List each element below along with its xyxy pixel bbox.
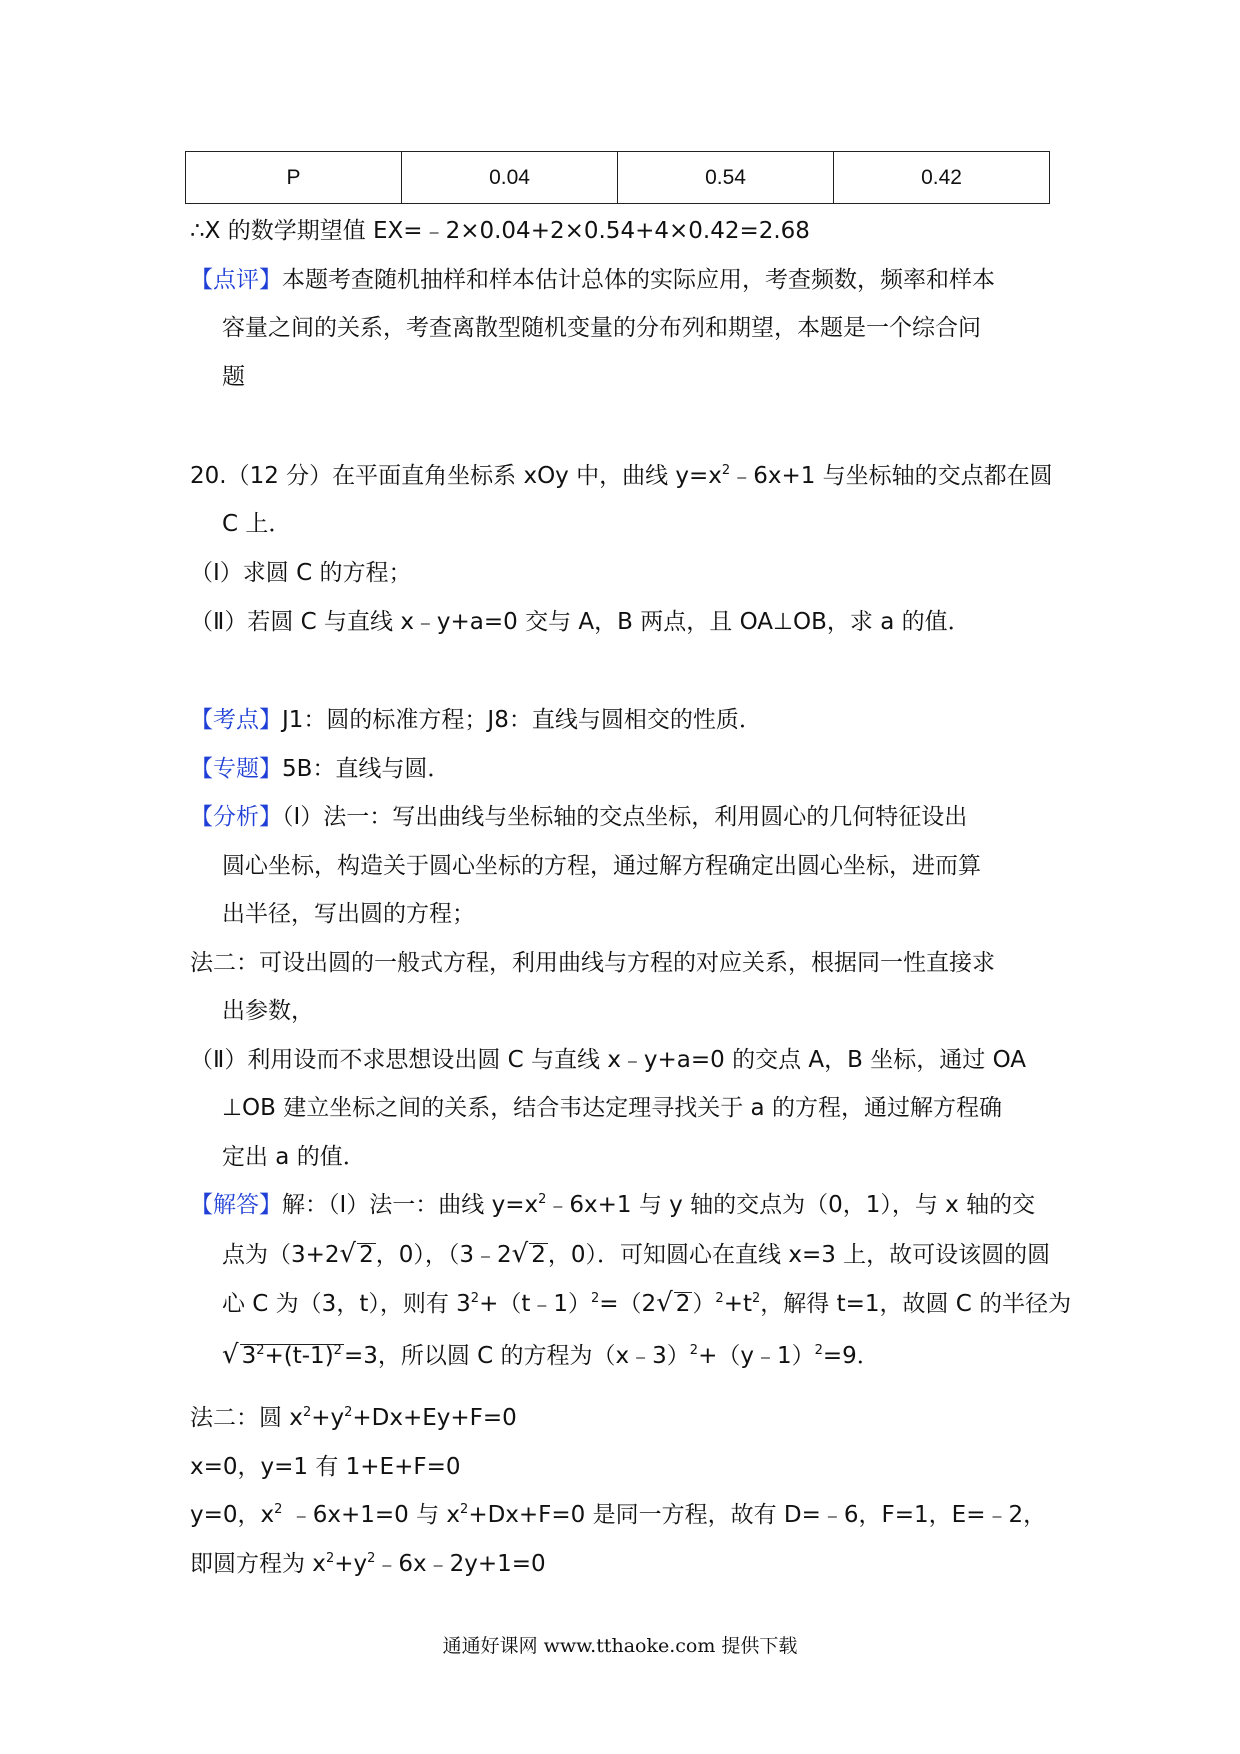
jieda-text: +Dx+F=0 是同一方程，故有 D=﹣6，F=1，E=﹣2，: [468, 1502, 1047, 1528]
jieda-text: 解：（Ⅰ）法一：曲线 y=x: [282, 1192, 539, 1218]
probability-table: [185, 151, 1050, 204]
problem-part-1: （Ⅰ）求圆 C 的方程；: [190, 560, 412, 586]
comment-line-1: [190, 265, 995, 295]
table-cell: 0.04: [402, 152, 618, 204]
expectation-line: ∴X 的数学期望值 EX=﹣2×0.04+2×0.54+4×0.42=2.68: [190, 218, 810, 244]
method2-line-4: [190, 1549, 546, 1579]
superscript: 2: [256, 1343, 265, 1358]
fenxi-line-1: [190, 802, 967, 832]
superscript: 2: [302, 1405, 312, 1420]
sqrt-icon: √: [511, 1239, 529, 1269]
fenxi-line-7: ⊥OB 建立坐标之间的关系，结合韦达定理寻找关于 a 的方程，通过解方程确: [222, 1095, 1002, 1121]
jieda-text: +y: [334, 1551, 368, 1577]
sqrt-icon: √: [656, 1288, 673, 1318]
comment-line-3: 题: [222, 364, 245, 390]
method2-line-1: [190, 1403, 517, 1433]
superscript: 2: [721, 463, 731, 478]
radicand-text: 3: [241, 1343, 257, 1369]
fenxi-line-3: 出半径，写出圆的方程；: [222, 901, 475, 927]
comment-line-2: 容量之间的关系，考查离散型随机变量的分布列和期望，本题是一个综合问: [222, 315, 981, 341]
superscript: 2: [751, 1291, 761, 1306]
kaodian-text: J1：圆的标准方程；J8：直线与圆相交的性质．: [282, 707, 762, 733]
superscript: 2: [538, 1192, 547, 1207]
fenxi-text: （Ⅰ）法一：写出曲线与坐标轴的交点坐标，利用圆心的几何特征设出: [282, 804, 968, 830]
jieda-text: 心 C 为（3，t），则有 3: [222, 1291, 471, 1317]
fenxi-line-4: 法二：可设出圆的一般式方程，利用曲线与方程的对应关系，根据同一性直接求: [190, 950, 995, 976]
table-cell: P: [186, 152, 402, 204]
jieda-text: +（t﹣1）: [479, 1291, 591, 1317]
page-footer: 通通好课网 www.tthaoke.com 提供下载: [442, 1635, 798, 1657]
jieda-line-3: [222, 1288, 1071, 1319]
jieda-text: ，解得 t=1，故圆 C 的半径为: [760, 1291, 1072, 1317]
superscript: 2: [689, 1343, 699, 1358]
jieda-text: +y: [311, 1405, 345, 1431]
problem-heading: [190, 461, 1053, 491]
sqrt-icon: √: [339, 1239, 357, 1269]
jieda-text: 即圆方程为 x: [190, 1551, 326, 1577]
radicand: 2: [531, 1242, 546, 1268]
zhuanti-text: 5B：直线与圆．: [282, 756, 451, 782]
zhuanti-tag: 【专题】: [190, 756, 282, 782]
jieda-text: ﹣6x﹣2y+1=0: [375, 1551, 546, 1577]
comment-tag: 【点评】: [190, 267, 282, 293]
jieda-text: ）: [692, 1291, 716, 1317]
fenxi-line-2: 圆心坐标，构造关于圆心坐标的方程，通过解方程确定出圆心坐标，进而算: [222, 853, 981, 879]
superscript: 2: [274, 1502, 283, 1517]
jieda-tag: 【解答】: [190, 1192, 282, 1218]
jieda-text: =3: [343, 1343, 378, 1369]
jieda-text: =9．: [822, 1343, 880, 1369]
jieda-text: +t: [723, 1291, 752, 1317]
kaodian-line: [190, 705, 762, 735]
superscript: 2: [470, 1291, 480, 1306]
superscript: 2: [344, 1405, 353, 1420]
superscript: 2: [325, 1551, 335, 1566]
fenxi-line-5: 出参数，: [222, 998, 314, 1024]
jieda-line-4: [222, 1340, 880, 1371]
radicand: 2: [675, 1291, 691, 1317]
superscript: 2: [460, 1502, 469, 1517]
fenxi-line-6: （Ⅱ）利用设而不求思想设出圆 C 与直线 x﹣y+a=0 的交点 A，B 坐标，通过 OA: [190, 1047, 1026, 1073]
jieda-text: ﹣6x+1 与 y 轴的交点为（0，1），与 x 轴的交: [546, 1192, 1036, 1218]
problem-heading-cont: C 上．: [222, 511, 292, 537]
jieda-text: ﹣6x+1=0 与 x: [282, 1502, 461, 1528]
jieda-text: ，0）．可知圆心在直线 x=3 上，故可设该圆的圆: [547, 1242, 1051, 1268]
problem-part-2: （Ⅱ）若圆 C 与直线 x﹣y+a=0 交与 A，B 两点，且 OA⊥OB，求 a 的值．: [190, 609, 971, 635]
fenxi-line-8: 定出 a 的值．: [222, 1144, 366, 1170]
radicand-text: +(t-1): [264, 1343, 334, 1369]
superscript: 2: [333, 1343, 342, 1358]
jieda-text: 法二：圆 x: [190, 1405, 303, 1431]
jieda-text: ，所以圆 C 的方程为（x﹣3）: [377, 1343, 690, 1369]
jieda-text: =（2: [599, 1291, 657, 1317]
jieda-text: ，0），（3﹣2: [375, 1242, 512, 1268]
method2-line-3: [190, 1500, 1046, 1530]
jieda-text: 点为（3+2: [222, 1242, 340, 1268]
radicand: [240, 1344, 344, 1367]
superscript: 2: [367, 1551, 376, 1566]
superscript: 2: [814, 1343, 823, 1358]
fenxi-tag: 【分析】: [190, 804, 282, 830]
zhuanti-line: [190, 754, 450, 784]
method2-line-2: x=0，y=1 有 1+E+F=0: [190, 1454, 461, 1480]
sqrt-icon: √: [222, 1340, 239, 1370]
jieda-line-2: [222, 1239, 1050, 1270]
superscript: 2: [591, 1291, 600, 1306]
problem-text: 20.（12 分）在平面直角坐标系 xOy 中，曲线 y=x: [190, 463, 722, 489]
jieda-text: y=0，x: [190, 1502, 275, 1528]
table-cell: 0.42: [834, 152, 1050, 204]
jieda-text: +Dx+Ey+F=0: [352, 1405, 517, 1431]
table-row: [186, 152, 1050, 204]
superscript: 2: [715, 1291, 724, 1306]
table-cell: 0.54: [618, 152, 834, 204]
radicand: 2: [359, 1242, 374, 1268]
jieda-text: +（y﹣1）: [698, 1343, 815, 1369]
comment-text: 本题考查随机抽样和样本估计总体的实际应用，考查频数，频率和样本: [282, 267, 995, 293]
jieda-line-1: [190, 1190, 1035, 1220]
problem-text: ﹣6x+1 与坐标轴的交点都在圆: [730, 463, 1053, 489]
kaodian-tag: 【考点】: [190, 707, 282, 733]
